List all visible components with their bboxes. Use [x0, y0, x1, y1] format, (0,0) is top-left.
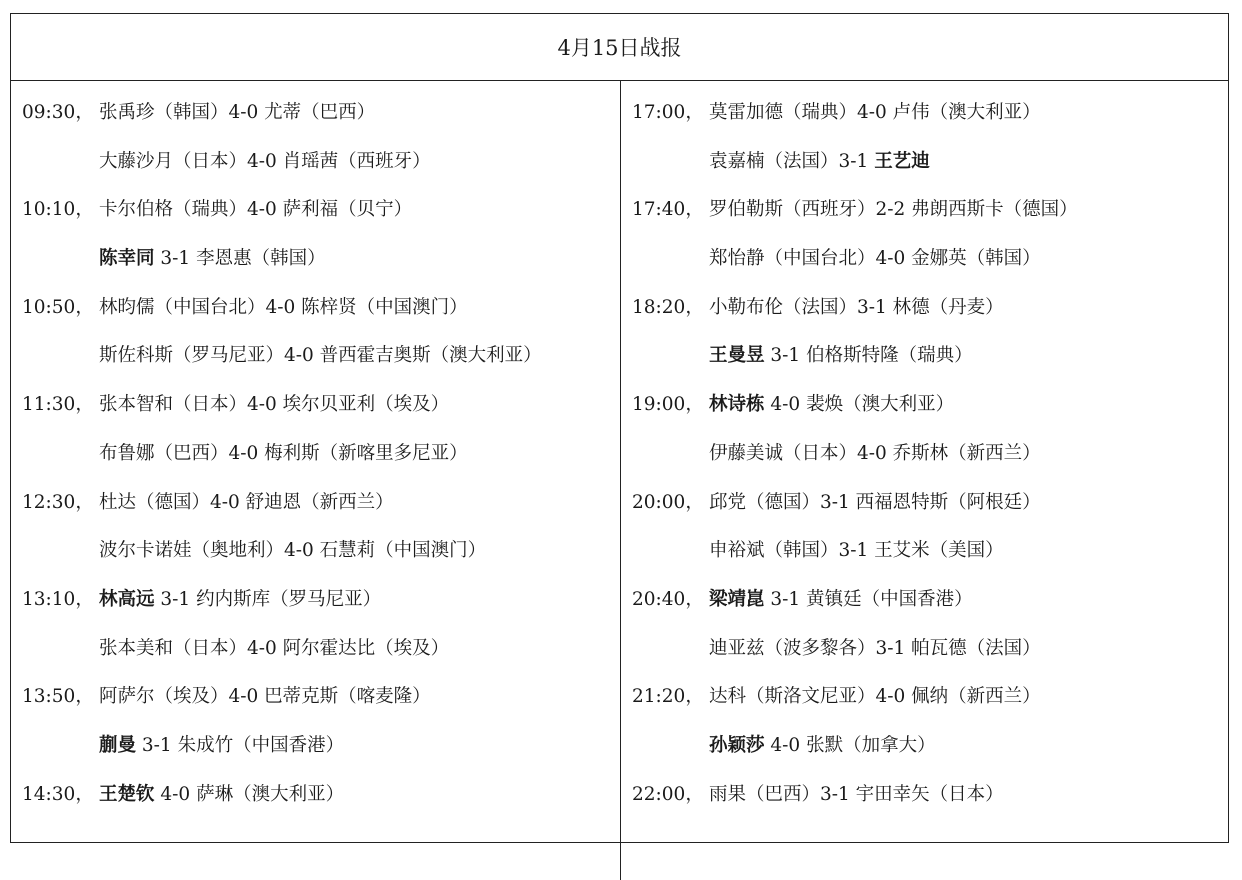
- match-row: [22, 680, 618, 729]
- match-row: [632, 242, 1228, 291]
- match-row: [632, 145, 1228, 194]
- match-result: 林昀儒（中国台北）4-0 陈梓贤（中国澳门）: [99, 296, 468, 318]
- match-row: [22, 145, 618, 194]
- match-result: 4-0 萨琳（澳大利亚）: [154, 783, 345, 805]
- match-row: [22, 534, 618, 583]
- match-time: 19:00，: [632, 394, 704, 416]
- title-text: 4月15日战报: [557, 36, 682, 60]
- match-result: 莫雷加德（瑞典）4-0 卢伟（澳大利亚）: [709, 102, 1041, 123]
- match-result: 卡尔伯格（瑞典）4-0 萨利福（贝宁）: [99, 199, 413, 221]
- match-result: 申裕斌（韩国）3-1 王艾米（美国）: [709, 540, 1004, 562]
- match-row: [632, 486, 1228, 535]
- highlight-player: 王楚钦: [99, 783, 155, 805]
- match-result: 4-0 张默（加拿大）: [764, 734, 936, 756]
- match-row: [632, 96, 1228, 145]
- match-row: [22, 632, 618, 681]
- match-result: 3-1 李恩惠（韩国）: [154, 248, 326, 270]
- match-row: [632, 534, 1228, 583]
- match-time: 10:10，: [22, 199, 94, 221]
- match-time: 10:50，: [22, 296, 94, 318]
- match-row: [632, 291, 1228, 340]
- match-time: 22:00，: [632, 783, 704, 805]
- match-time: 18:20，: [632, 296, 704, 318]
- match-time: 17:00，: [632, 102, 704, 123]
- match-result: 达科（斯洛文尼亚）4-0 佩纳（新西兰）: [709, 686, 1041, 708]
- highlight-player: 陈幸同: [99, 248, 155, 270]
- match-result: 阿萨尔（埃及）4-0 巴蒂克斯（喀麦隆）: [99, 686, 431, 708]
- match-result: 大藤沙月（日本）4-0 肖瑶茜（西班牙）: [99, 150, 431, 172]
- table-title: [11, 14, 1228, 81]
- column-divider: [620, 80, 621, 880]
- match-time: 20:00，: [632, 491, 704, 513]
- match-result: 斯佐科斯（罗马尼亚）4-0 普西霍吉奥斯（澳大利亚）: [99, 345, 542, 367]
- match-row: [632, 339, 1228, 388]
- match-time: 13:10，: [22, 588, 94, 610]
- highlight-player: 王曼昱: [709, 345, 765, 367]
- match-row: [632, 680, 1228, 729]
- match-row: [22, 193, 618, 242]
- match-row: [22, 778, 618, 827]
- match-row: [22, 242, 618, 291]
- match-result: 张禹珍（韩国）4-0 尤蒂（巴西）: [99, 102, 376, 123]
- match-result: 袁嘉楠（法国）3-1: [709, 150, 875, 172]
- match-time: 12:30，: [22, 491, 94, 513]
- match-row: [632, 193, 1228, 242]
- match-time: 09:30，: [22, 102, 94, 123]
- match-row: [22, 96, 618, 145]
- match-result: 杜达（德国）4-0 舒迪恩（新西兰）: [99, 491, 394, 513]
- right-column: [632, 96, 1228, 826]
- match-result: 邱党（德国）3-1 西福恩特斯（阿根廷）: [709, 491, 1041, 513]
- match-row: [632, 729, 1228, 778]
- highlight-player: 孙颖莎: [709, 734, 765, 756]
- match-result: 3-1 黄镇廷（中国香港）: [764, 588, 973, 610]
- match-row: [632, 583, 1228, 632]
- match-result: 雨果（巴西）3-1 宇田幸矢（日本）: [709, 783, 1004, 805]
- match-result: 布鲁娜（巴西）4-0 梅利斯（新喀里多尼亚）: [99, 442, 468, 464]
- match-time: 21:20，: [632, 686, 704, 708]
- highlight-player: 林诗栋: [709, 394, 765, 416]
- match-row: [22, 486, 618, 535]
- match-time: 11:30，: [22, 394, 94, 416]
- match-result: 张本美和（日本）4-0 阿尔霍达比（埃及）: [99, 637, 450, 659]
- match-time: 20:40，: [632, 588, 704, 610]
- match-result: 罗伯勒斯（西班牙）2-2 弗朗西斯卡（德国）: [709, 199, 1078, 221]
- match-result: 郑怡静（中国台北）4-0 金娜英（韩国）: [709, 248, 1041, 270]
- match-row: [22, 729, 618, 778]
- match-result: 3-1 伯格斯特隆（瑞典）: [764, 345, 973, 367]
- match-result: 迪亚兹（波多黎各）3-1 帕瓦德（法国）: [709, 637, 1041, 659]
- match-row: [22, 388, 618, 437]
- match-result: 波尔卡诺娃（奥地利）4-0 石慧莉（中国澳门）: [99, 540, 487, 562]
- match-row: [22, 583, 618, 632]
- match-result: 4-0 裴焕（澳大利亚）: [764, 394, 955, 416]
- match-row: [632, 437, 1228, 486]
- match-result: 3-1 约内斯库（罗马尼亚）: [154, 588, 382, 610]
- schedule-table: [10, 13, 1229, 843]
- match-row: [632, 632, 1228, 681]
- match-row: [22, 437, 618, 486]
- match-result: 伊藤美诚（日本）4-0 乔斯林（新西兰）: [709, 442, 1041, 464]
- match-result: 张本智和（日本）4-0 埃尔贝亚利（埃及）: [99, 394, 450, 416]
- match-result: 小勒布伦（法国）3-1 林德（丹麦）: [709, 296, 1004, 318]
- highlight-player: 王艺迪: [874, 150, 930, 172]
- match-row: [632, 778, 1228, 827]
- match-time: 13:50，: [22, 686, 94, 708]
- highlight-player: 蒯曼: [99, 734, 137, 756]
- match-row: [22, 291, 618, 340]
- highlight-player: 梁靖崑: [709, 588, 765, 610]
- left-column: [22, 96, 618, 826]
- match-row: [632, 388, 1228, 437]
- match-row: [22, 339, 618, 388]
- highlight-player: 林高远: [99, 588, 155, 610]
- match-time: 17:40，: [632, 199, 704, 221]
- match-time: 14:30，: [22, 783, 94, 805]
- match-result: 3-1 朱成竹（中国香港）: [136, 734, 345, 756]
